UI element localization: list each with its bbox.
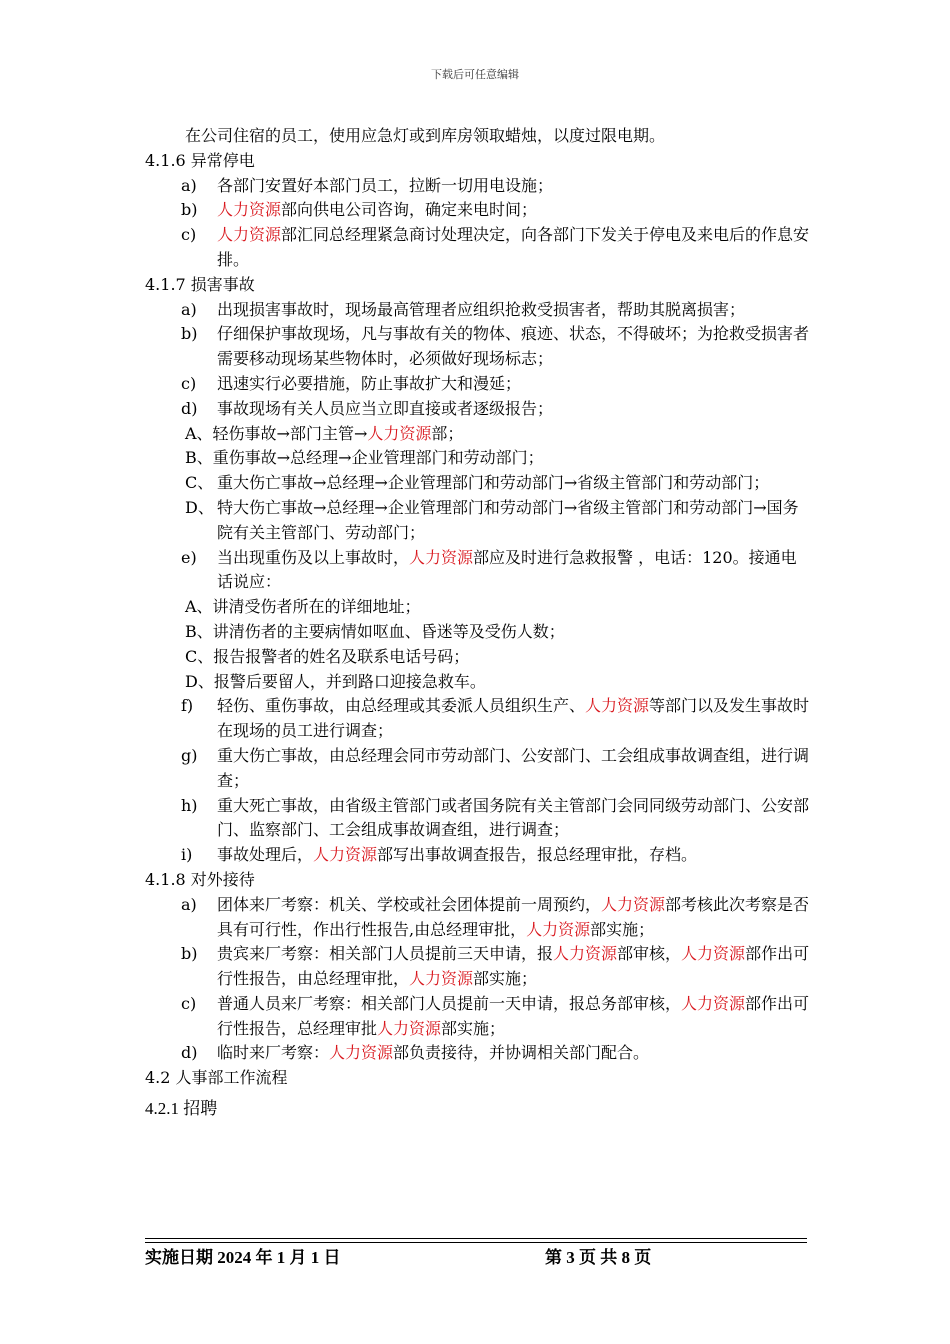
list-item: [145, 843, 810, 868]
list-item: [145, 942, 810, 992]
item-text: 迅速实行必要措施，防止事故扩大和漫延；: [217, 373, 522, 393]
highlight-text: 人力资源: [681, 944, 746, 964]
document-body: [145, 124, 810, 1122]
item-text: 部实施；: [441, 1018, 506, 1038]
item-text: 部考核此次考察是否具有可行性，作出行性报告,由总经理审批，: [217, 894, 810, 939]
highlight-text: 人力资源: [313, 845, 378, 865]
highlight-text: 人力资源: [553, 944, 618, 964]
list-item: [145, 694, 810, 744]
list-item: [145, 372, 810, 397]
item-text: 团体来厂考察：机关、学校或社会团体提前一周预约，: [217, 894, 602, 914]
paragraph: 在公司住宿的员工，使用应急灯或到库房领取蜡烛，以度过限电期。: [185, 126, 666, 145]
section-heading-4-2: 4.2 人事部工作流程: [145, 1068, 288, 1088]
item-text: 普通人员来厂考察：相关部门人员提前一天申请，报总务部审核，: [217, 993, 682, 1013]
list-item: [145, 298, 810, 323]
item-text: 重大伤亡事故→总经理→企业管理部门和劳动部门→省级主管部门和劳动部门；: [217, 473, 770, 493]
item-text: 出现损害事故时，现场最高管理者应组织抢救受损害者，帮助其脱离损害；: [217, 299, 746, 319]
item-text: 部实施；: [590, 919, 655, 939]
item-label: i): [181, 845, 193, 865]
section-heading-4-1-6: 4.1.6 异常停电: [145, 150, 255, 170]
item-text: 部实施；: [473, 969, 538, 989]
highlight-text: 人力资源: [409, 969, 474, 989]
item-text: 部应及时进行急救报警 ，电话：120。接通电话说应：: [217, 547, 797, 592]
item-label: c): [181, 993, 197, 1013]
header-note: 下载后可任意编辑: [431, 68, 519, 81]
item-text: 部审核，: [617, 944, 682, 964]
item-label: f): [181, 696, 194, 716]
list-item: [145, 744, 810, 794]
item-label: c): [181, 373, 197, 393]
item-text: 重大死亡事故，由省级主管部门或者国务院有关主管部门会同同级劳动部门、公安部门、监察部门、工会组成事故调查组，进行调查；: [217, 795, 810, 840]
list-item: [145, 223, 810, 273]
item-label: e): [181, 547, 197, 567]
highlight-text: 人力资源: [585, 696, 650, 716]
highlight-text: 人力资源: [367, 423, 432, 443]
footer-page-number: 第 3 页 共 8 页: [545, 1248, 652, 1267]
item-text: 当出现重伤及以上事故时，: [217, 547, 410, 567]
item-text: 等部门以及发生事故时在现场的员工进行调查；: [217, 696, 810, 741]
item-label: d): [181, 398, 198, 418]
sub-item: B、讲清伤者的主要病情如呕血、昏迷等及受伤人数；: [185, 621, 565, 641]
item-label: a): [181, 175, 197, 195]
item-label: d): [181, 1043, 198, 1063]
item-text: 部负责接待，并协调相关部门配合。: [393, 1043, 650, 1063]
highlight-text: 人力资源: [409, 547, 474, 567]
highlight-text: 人力资源: [217, 225, 282, 245]
sub-item: C、报告报警者的姓名及联系电话号码；: [185, 646, 470, 666]
highlight-text: 人力资源: [329, 1043, 394, 1063]
item-label: h): [181, 795, 198, 815]
item-label: a): [181, 894, 197, 914]
item-label: a): [181, 299, 197, 319]
section-heading-4-1-7: 4.1.7 损害事故: [145, 274, 255, 294]
item-text: 事故现场有关人员应当立即直接或者逐级报告；: [217, 398, 554, 418]
sub-item: D、报警后要留人，并到路口迎接急救车。: [185, 671, 486, 691]
highlight-text: 人力资源: [217, 200, 282, 220]
item-label: b): [181, 200, 198, 220]
item-text: 贵宾来厂考察：相关部门人员提前三天申请，报: [217, 944, 554, 964]
list-item: [145, 794, 810, 844]
footer-date: 实施日期 2024 年 1 月 1 日: [145, 1248, 341, 1267]
item-label: b): [181, 944, 198, 964]
list-item: [145, 893, 810, 943]
sub-item: [145, 422, 810, 447]
item-text: 部作出可行性报告，由总经理审批，: [217, 944, 810, 989]
item-text: 部写出事故调查报告，报总经理审批，存档。: [377, 845, 698, 865]
section-heading-4-2-1: 4.2.1 招聘: [145, 1099, 218, 1119]
list-item: [145, 397, 810, 422]
section-heading-4-1-8: 4.1.8 对外接待: [145, 869, 255, 889]
item-label: C、: [185, 473, 214, 493]
list-item: [145, 198, 810, 223]
item-text: A、轻伤事故→部门主管→: [185, 423, 368, 443]
item-label: b): [181, 324, 198, 344]
item-text: 部汇同总经理紧急商讨处理决定，向各部门下发关于停电及来电后的作息安排。: [217, 225, 810, 269]
sub-item: [145, 471, 810, 496]
item-text: 轻伤、重伤事故，由总经理或其委派人员组织生产、: [217, 696, 586, 716]
highlight-text: 人力资源: [681, 993, 746, 1013]
footer-divider: [145, 1238, 807, 1239]
list-item: [145, 546, 810, 596]
item-text: 重大伤亡事故，由总经理会同市劳动部门、公安部门、工会组成事故调查组，进行调查；: [217, 745, 810, 790]
highlight-text: 人力资源: [526, 919, 591, 939]
item-text: 临时来厂考察：: [217, 1043, 330, 1063]
item-label: D、: [185, 497, 214, 517]
item-label: c): [181, 225, 197, 245]
list-item: [145, 992, 810, 1042]
list-item: [145, 174, 810, 199]
item-text: 部向供电公司咨询，确定来电时间；: [281, 200, 538, 220]
item-text: 特大伤亡事故→总经理→企业管理部门和劳动部门→省级主管部门和劳动部门→国务院有关主管部门、劳动部门；: [217, 497, 799, 542]
sub-item: A、讲清受伤者所在的详细地址；: [185, 597, 421, 617]
sub-item: B、重伤事故→总经理→企业管理部门和劳动部门；: [185, 448, 544, 468]
item-label: g): [181, 745, 198, 765]
list-item: [145, 1041, 810, 1066]
item-text: 部作出可行性报告，总经理审批: [217, 993, 810, 1038]
item-text: 事故处理后，: [217, 845, 314, 865]
highlight-text: 人力资源: [601, 894, 666, 914]
highlight-text: 人力资源: [377, 1018, 442, 1038]
item-text: 仔细保护事故现场，凡与事故有关的物体、痕迹、状态，不得破坏；为抢救受损害者需要移动现场某些物体时，必须做好现场标志；: [217, 324, 810, 369]
list-item: [145, 322, 810, 372]
sub-item: [145, 496, 810, 546]
item-text: 各部门安置好本部门员工，拉断一切用电设施；: [217, 175, 554, 195]
item-text: 部；: [431, 423, 464, 443]
